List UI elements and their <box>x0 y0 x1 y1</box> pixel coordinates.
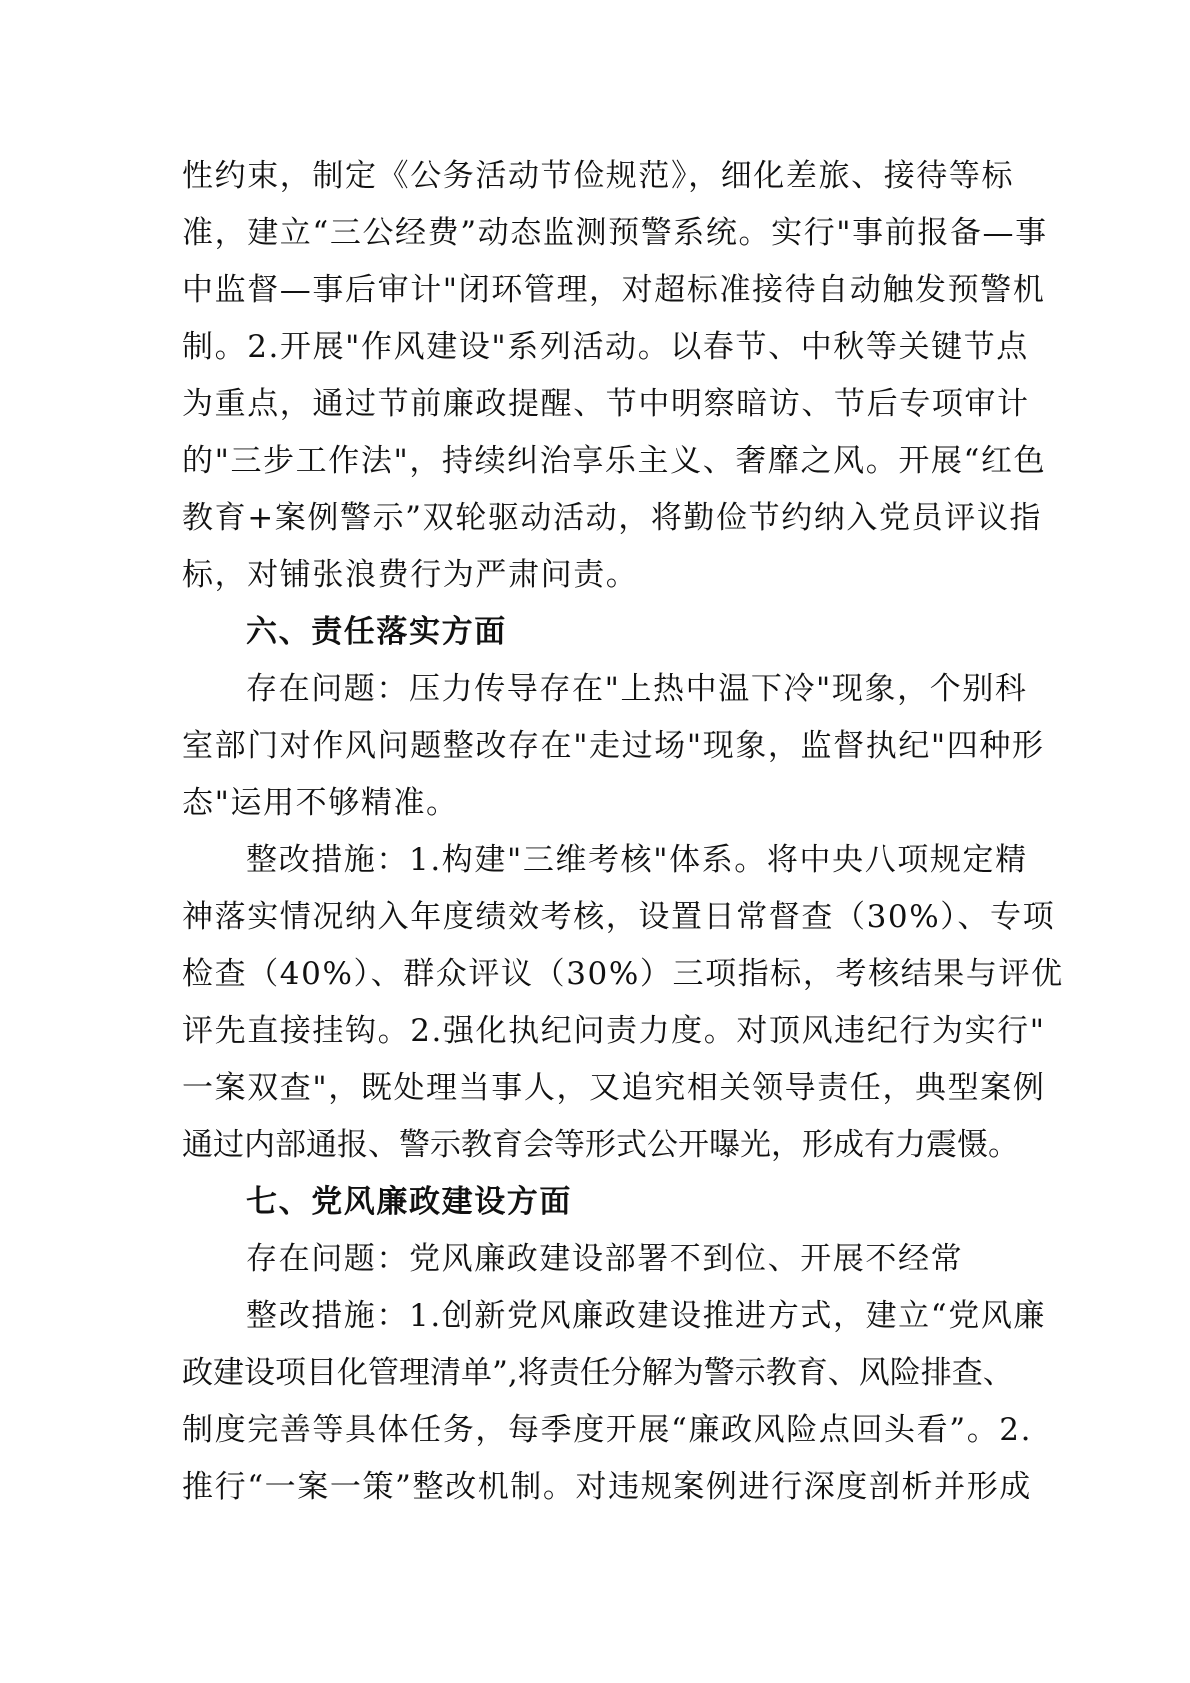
body-text-line: 神落实情况纳入年度绩效考核，设置日常督查（30%）、专项 <box>182 899 1056 935</box>
problem-paragraph-start: 存在问题：党风廉政建设部署不到位、开展不经常 <box>246 1241 964 1277</box>
section-heading-responsibility: 六、责任落实方面 <box>246 614 507 650</box>
body-text-line: 通过内部通报、警示教育会等形式公开曝光，形成有力震慑。 <box>182 1127 1019 1163</box>
measures-paragraph-start: 整改措施：1.创新党风廉政建设推进方式，建立“党风廉 <box>246 1298 1047 1334</box>
body-text-line: 准，建立“三公经费”动态监测预警系统。实行"事前报备—事 <box>182 215 1048 251</box>
body-text-line: 室部门对作风问题整改存在"走过场"现象，监督执纪"四种形 <box>182 728 1045 764</box>
body-text-line: 态"运用不够精准。 <box>182 785 459 821</box>
body-text-line: 为重点，通过节前廉政提醒、节中明察暗访、节后专项审计 <box>182 386 1030 422</box>
body-text-line: 性约束，制定《公务活动节俭规范》，细化差旅、接待等标 <box>182 158 1015 194</box>
body-text-line: 检查（40%）、群众评议（30%）三项指标，考核结果与评优 <box>182 956 1064 992</box>
body-text-line: 标，对铺张浪费行为严肃问责。 <box>182 557 639 593</box>
body-text-line: 推行“一案一策”整改机制。对违规案例进行深度剖析并形成 <box>182 1469 1032 1505</box>
body-text-line: 中监督—事后审计"闭环管理，对超标准接待自动触发预警机 <box>182 272 1046 308</box>
measures-paragraph-start: 整改措施：1.构建"三维考核"体系。将中央八项规定精 <box>246 842 1028 878</box>
body-text-line: 制。2.开展"作风建设"系列活动。以春节、中秋等关键节点 <box>182 329 1029 365</box>
body-text-line: 教育+案例警示”双轮驱动活动，将勤俭节约纳入党员评议指 <box>182 500 1043 536</box>
body-text-line: 制度完善等具体任务，每季度开展“廉政风险点回头看”。2. <box>182 1412 1033 1448</box>
document-body <box>182 148 1064 1516</box>
body-text-line: 一案双查"，既处理当事人，又追究相关领导责任，典型案例 <box>182 1070 1046 1106</box>
section-heading-party-conduct: 七、党风廉政建设方面 <box>246 1184 572 1220</box>
body-text-line: 政建设项目化管理清单”,将责任分解为警示教育、风险排查、 <box>182 1355 1014 1391</box>
body-text-line: 评先直接挂钩。2.强化执纪问责力度。对顶风违纪行为实行" <box>182 1013 1046 1049</box>
problem-paragraph-start: 存在问题：压力传导存在"上热中温下冷"现象，个别科 <box>246 671 1028 707</box>
body-text-line: 的"三步工作法"，持续纠治享乐主义、奢靡之风。开展“红色 <box>182 443 1047 479</box>
